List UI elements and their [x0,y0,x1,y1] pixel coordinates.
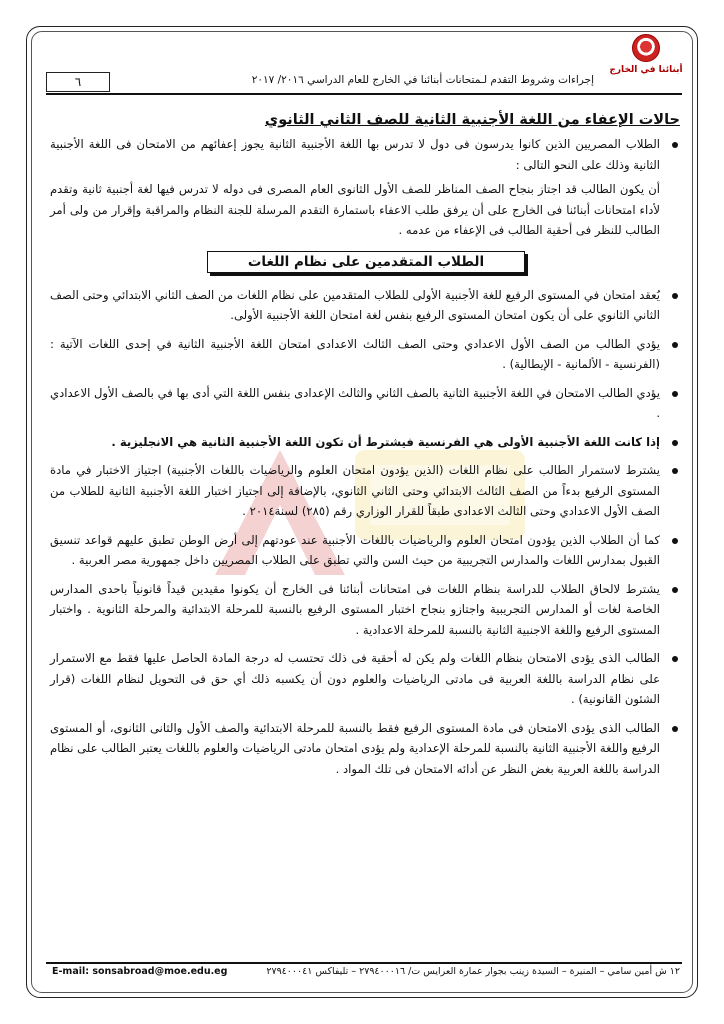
list-item-text: يشترط لالحاق الطلاب للدراسة بنظام اللغات فى امتحانات أبنائنا فى الخارج أن يكونوا مقيدين قيداً قانونياً باحدى المدارس الخاصة لغات أو المدارس التجريبية واجتازو بنجاح اختبار المستوى الرفيع بالنسبة للمرحلة الابتدائية والمرحلة الثانوية . واختبار المستوى الرفيع واللغة الاجنبية الثانية بالنسبة للمرحلة الاعدادية . [50,581,660,637]
bullet-icon [672,142,678,148]
list-item-text: يُعقد امتحان في المستوى الرفيع للغة الأجنبية الأولى للطلاب المتقدمين على نظام اللغات من الصف الثاني الابتدائي وحتى الصف الثاني الثانوي على أن يكون امتحان المستوى الرفيع بنفس لغة امتحان اللغة الأجنبية الأولى. [50,287,660,322]
document-body [50,112,682,787]
bullet-icon [672,391,678,397]
document-header-title: إجراءات وشروط التقدم لـمتحانات أبنائنا في الخارج للعام الدراسي ٢٠١٦/ ٢٠١٧ [251,74,594,86]
list-item [50,648,682,710]
section-heading-wrap [50,251,682,273]
bullet-icon [672,293,678,299]
list-item-text: يؤدي الطالب من الصف الأول الاعدادي وحتى الصف الثالث الاعدادى امتحان اللغة الأجنبية الثانية في إحدى اللغات الآتية : (الفرنسية - الألمانية - الإيطالية) . [50,336,660,371]
list-item [50,718,682,780]
section-title-languages: الطلاب المتقدمين على نظام اللغات [207,251,525,273]
list-item-text: الطلاب المصريين الذين كانوا يدرسون فى دول لا تدرس بها اللغة الأجنبية الثانية يجوز إعفائهم من الامتحان فى اللغة الأجنبية الثانية وذلك على النحو التالى : [50,137,660,172]
page-number: ٦ [46,72,110,92]
list-item [50,334,682,375]
list-item [50,579,682,641]
emblem-icon [632,34,660,62]
logo-caption: أبنائنا في الخارج [609,65,683,75]
list-item [50,383,682,424]
bullet-icon [672,440,678,446]
list-item [50,460,682,522]
exemption-paragraph [50,179,682,241]
bullet-icon [672,342,678,348]
list-item-text: الطالب الذى يؤدى الامتحان بنظام اللغات ولم يكن له أحقية فى ذلك تحتسب له درجة المادة الحاصل عليها فقط مع الاستمرار على نظام الدراسة باللغة العربية فى مادتى الرياضيات والعلوم دون أن يكسبه ذلك أي حق فى التحويل لنظام اللغات (قرار الشئون القانونية) . [50,651,660,706]
paragraph-text: أن يكون الطالب قد اجتاز بنجاح الصف المناظر للصف الأول الثانوى العام المصرى فى دوله لا تدرس فيها لغة أجنبية ثانية وتقدم لأداء امتحانات أبنائنا فى الخارج على أن يرفق طلب الاعفاء باستمارة التقدم المرسلة للجنة النظام والمراقبة وإقرار من ولى أمر الطالب للنظر فى أحقية الطالب فى الإعفاء من عدمه . [50,182,660,237]
bullet-icon [672,726,678,732]
list-item-text: إذا كانت اللغة الأجنبية الأولى هي الفرنسية فيشترط أن تكون اللغة الأجنبية الثانية هي الانجليزية . [111,434,660,449]
footer-divider [46,962,682,964]
list-item-text: يؤدي الطالب الامتحان في اللغة الأجنبية الثانية بالصف الثاني والثالث الإعدادى بنفس اللغة التي أدى بها في بالصف الأول الاعدادي . [50,385,660,420]
list-item-text: الطالب الذى يؤدى الامتحان فى مادة المستوى الرفيع فقط بالنسبة للمرحلة الابتدائية والصف الأول والثانى الثانوى، أو المستوى الرفيع واللغة الأجنبية الثانية بالنسبة للمرحلة الإعدادية ولم يؤدى امتحان مادتى الرياضيات والعلوم باللغات يعتبر الطالب على نظام الدراسة باللغة العربية بغض النظر عن أدائه الامتحان فى تلك المواد . [50,720,660,776]
list-item [50,530,682,571]
ministry-logo [602,34,690,80]
list-item [50,134,682,175]
list-item-text: كما أن الطلاب الذين يؤدون امتحان العلوم والرياضيات باللغات الأجنبية عند عودتهم إلى أرض الوطن تطبق عليهم قواعد تنسيق القبول بمدارس اللغات والمدارس التجريبية من حيث السن والتي تطبق على الطلاب المصريين داخل جمهورية مصر العربية . [50,532,660,567]
footer-address: ١٢ ش أمين سامي – المنيرة – السيدة زينب بجوار عمارة العرايس ت/ ٢٧٩٤٠٠٠١٦ – تليفاكس ٢٧٩٤٠٠٠٤١ [266,966,680,977]
header-divider [46,93,682,95]
bullet-icon [672,468,678,474]
list-item-text: يشترط لاستمرار الطالب على نظام اللغات (الذين يؤدون امتحان العلوم والرياضيات باللغات الأجنبية) اجتياز الاختبار في مادة المستوى الرفيع بدءاً من الصف الثالث الابتدائي وحتى الثاني الثانوي، بالإضافة إلى اجتياز اختبار اللغة الأجنبية الثانية للطلاب من الصف الأول الاعدادي وحتى الثالث الاعدادى طبقاً للقرار الوزاري رقم (٢٨٥) لسنة٢٠١٤ . [50,463,660,518]
bullet-icon [672,656,678,662]
bullet-icon [672,587,678,593]
list-item [50,432,682,453]
footer-email: E-mail: sonsabroad@moe.edu.eg [52,966,228,977]
list-item [50,285,682,326]
bullet-icon [672,538,678,544]
section-title-exemption: حالات الإعفاء من اللغة الأجنبية الثانية للصف الثاني الثانوي [264,112,680,128]
